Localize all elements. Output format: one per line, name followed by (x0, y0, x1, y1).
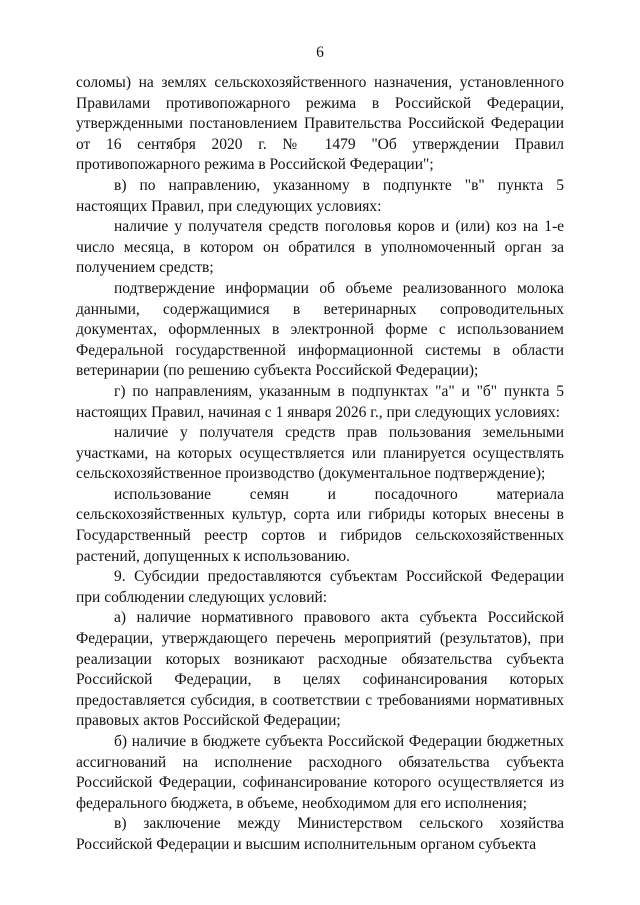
paragraph-continuation: соломы) на землях сельскохозяйственного назначения, установленного Правилами противопожарного режима в Российской Федерации, утвержденными постановлением Правительства Российской Федерации от 16 сентября 2020 г. № 1479 "Об утверждении Правил противопожарного режима в Российской Федерации"; (76, 74, 564, 174)
paragraph-condition-livestock: наличие у получателя средств поголовья коров и (или) коз на 1-е число месяца, в котором он обратился в уполномоченный орган за получением средств; (76, 218, 564, 277)
paragraph-subitem-g: г) по направлениям, указанным в подпунктах "а" и "б" пункта 5 настоящих Правил, начиная с 1 января 2026 г., при следующих условиях: (76, 382, 564, 421)
paragraph-subitem-v: в) по направлению, указанному в подпункте "в" пункта 5 настоящих Правил, при следующих условиях: (76, 176, 564, 215)
body-text (76, 73, 564, 856)
paragraph-subitem-v-agreement: в) заключение между Министерством сельского хозяйства Российской Федерации и высшим исполнительным органом субъекта (76, 815, 564, 853)
paragraph-subitem-b: б) наличие в бюджете субъекта Российской Федерации бюджетных ассигнований на исполнение расходного обязательства субъекта Российской Федерации, софинансирование которого осуществляется из федерального бюджета, в объеме, необходимом для его исполнения; (76, 733, 564, 812)
paragraph-subitem-a: а) наличие нормативного правового акта субъекта Российской Федерации, утверждающего перечень мероприятий (результатов), при реализации которых возникают расходные обязательства субъекта Российской Федерации, в целях софинансирования которых предоставляется субсидия, в соответствии с требованиями нормативных правовых актов Российской Федерации; (76, 609, 564, 730)
paragraph-item-9: 9. Субсидии предоставляются субъектам Российской Федерации при соблюдении следующих условий: (76, 568, 564, 606)
paragraph-condition-land: наличие у получателя средств прав пользования земельными участками, на которых осуществляется или планируется осуществлять сельскохозяйственное производство (документальное подтверждение); (76, 424, 564, 483)
page-number: 6 (316, 44, 324, 61)
paragraph-condition-seeds: использование семян и посадочного материала сельскохозяйственных культур, сорта или гибриды которых внесены в Государственный реестр сортов и гибридов сельскохозяйственных растений, допущенных к использованию. (76, 485, 564, 565)
paragraph-condition-milk: подтверждение информации об объеме реализованного молока данными, содержащимися в ветеринарных сопроводительных документах, оформленных в электронной форме с использованием Федеральной государственной информационной системы в области ветеринарии (по решению субъекта Российской Федерации); (76, 279, 564, 380)
